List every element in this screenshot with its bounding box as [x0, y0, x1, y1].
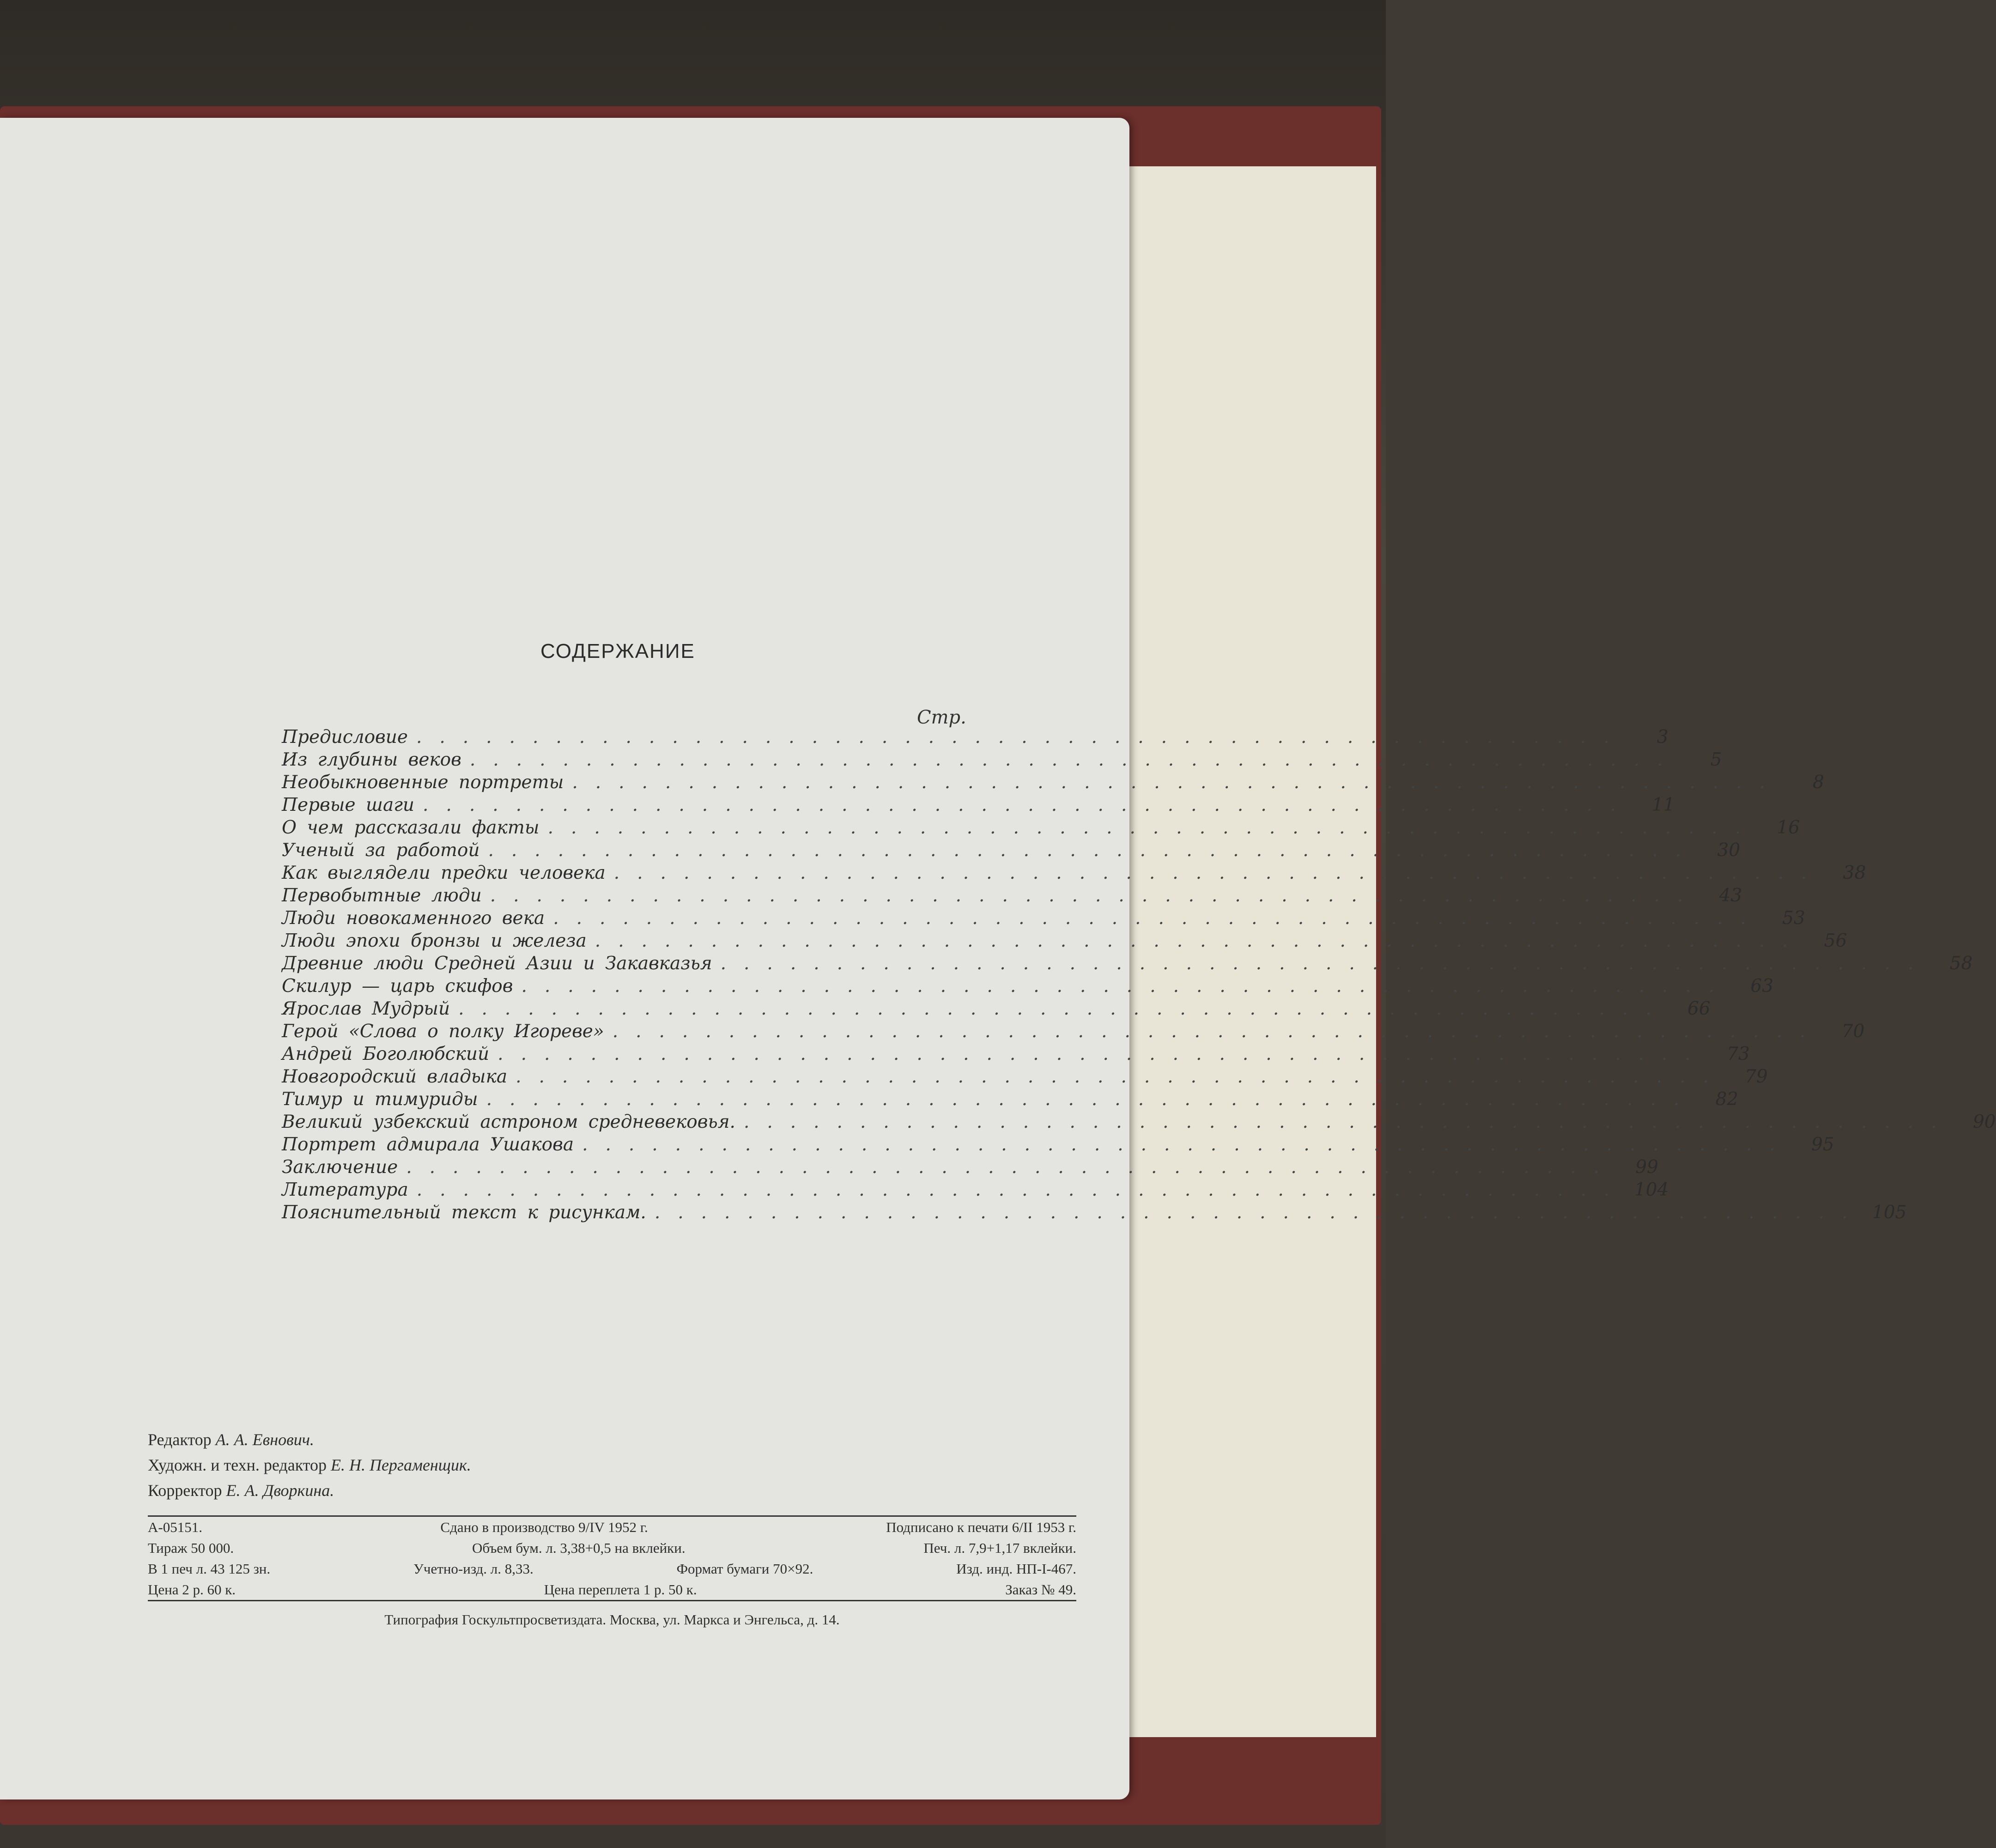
credit-proofreader — [148, 1481, 471, 1506]
toc-leader-dots: .................................................... — [416, 727, 1627, 748]
toc-leader-dots: .................................................... — [582, 1134, 1793, 1155]
toc-title: СОДЕРЖАНИЕ — [540, 640, 695, 663]
imprint-cell: Заказ № 49. — [1005, 1581, 1076, 1598]
toc-entry-page: 58 — [1949, 953, 1973, 974]
toc-entry-title: О чем рассказали факты — [282, 817, 540, 838]
imprint-cell: Изд. инд. НП-I-467. — [956, 1561, 1076, 1577]
credit-role: Редактор — [148, 1430, 212, 1449]
toc-entry-title: Ученый за работой — [282, 840, 480, 861]
imprint-cell: Формат бумаги 70×92. — [676, 1561, 813, 1577]
toc-entry-page: 90 — [1972, 1112, 1996, 1132]
toc-leader-dots: .................................................... — [486, 1089, 1697, 1110]
toc-entry-page: 63 — [1750, 976, 1774, 997]
imprint-cell: Цена 2 р. 60 к. — [148, 1581, 236, 1598]
credit-role: Корректор — [148, 1481, 222, 1500]
toc-entry — [282, 930, 1847, 953]
toc-leader-dots: .................................................... — [547, 817, 1759, 838]
toc-entry-page: 53 — [1782, 908, 1805, 929]
toc-leader-dots: .................................................... — [720, 953, 1931, 974]
toc-entry-title: Необыкновенные портреты — [282, 772, 564, 793]
toc-entry-page: 105 — [1872, 1202, 1907, 1223]
toc-entry-title: Герой «Слова о полку Игореве» — [282, 1021, 604, 1042]
toc-entry — [282, 1089, 1739, 1112]
toc-leader-dots: .................................................... — [416, 1179, 1627, 1200]
toc-entry — [282, 1021, 1865, 1044]
toc-entry — [282, 1134, 1834, 1157]
toc-entry-page: 82 — [1715, 1089, 1739, 1110]
imprint-cell: Объем бум. л. 3,38+0,5 на вклейки. — [472, 1540, 686, 1556]
toc-entry-title: Древние люди Средней Азии и Закавказья — [282, 953, 712, 974]
toc-entry-title: Заключение — [282, 1157, 398, 1178]
toc-leader-dots: .................................................... — [490, 885, 1701, 906]
toc-entry-title: Литература — [282, 1179, 408, 1200]
toc-entry-title: Андрей Боголюбский — [282, 1044, 490, 1064]
toc-leader-dots: .................................................... — [612, 1021, 1823, 1042]
toc-entry-page: 30 — [1717, 840, 1741, 861]
imprint-cell: Сдано в производство 9/IV 1952 г. — [440, 1519, 648, 1535]
toc-entry-title: Как выглядели предки человека — [282, 863, 606, 883]
toc-leader-dots: .................................................... — [613, 863, 1825, 883]
toc-entry — [282, 749, 1722, 772]
toc-entry — [282, 908, 1805, 930]
toc-list — [282, 727, 1996, 1225]
toc-entry — [282, 953, 1973, 976]
toc-entry — [282, 1066, 1768, 1089]
toc-entry-title: Люди новокаменного века — [282, 908, 545, 929]
toc-leader-dots: .................................................... — [488, 840, 1699, 861]
credit-name: А. А. Евнович. — [215, 1430, 314, 1449]
toc-entry-page: 38 — [1843, 863, 1866, 883]
toc-entry — [282, 795, 1675, 817]
toc-entry-page: 70 — [1841, 1021, 1865, 1042]
toc-leader-dots: .................................................... — [654, 1202, 1865, 1223]
toc-entry-page: 79 — [1745, 1066, 1768, 1087]
credit-name: Е. А. Дворкина. — [226, 1481, 334, 1500]
imprint-cell: Учетно-изд. л. 8,33. — [413, 1561, 534, 1577]
toc-entry-title: Пояснительный текст к рисункам. — [282, 1202, 646, 1223]
toc-leader-dots: .................................................... — [516, 1066, 1726, 1087]
imprint-cell: Подписано к печати 6/II 1953 г. — [886, 1519, 1076, 1535]
toc-leader-dots: .................................................... — [406, 1157, 1617, 1178]
printer-line: Типография Госкультпросветиздата. Москва, ул. Маркса и Энгельса, д. 14. — [384, 1611, 840, 1628]
toc-entry-title: Новгородский владыка — [282, 1066, 508, 1087]
toc-leader-dots: .................................................... — [743, 1112, 1954, 1132]
toc-entry — [282, 817, 1800, 840]
toc-entry-title: Предисловие — [282, 727, 408, 748]
toc-entry-page: 56 — [1824, 930, 1847, 951]
toc-entry — [282, 772, 1824, 795]
toc-entry-page: 16 — [1777, 817, 1800, 838]
toc-entry-title: Первые шаги — [282, 795, 415, 815]
right-page — [1109, 166, 1376, 1737]
toc-entry-title: Великий узбекский астроном средневековья. — [282, 1112, 735, 1132]
toc-entry-title: Ярослав Мудрый — [282, 998, 450, 1019]
credit-art-editor — [148, 1455, 471, 1481]
toc-entry — [282, 727, 1668, 749]
credit-role: Художн. и техн. редактор — [148, 1456, 327, 1474]
toc-entry-page: 95 — [1811, 1134, 1834, 1155]
imprint-cell: Печ. л. 7,9+1,17 вклейки. — [923, 1540, 1076, 1556]
toc-leader-dots: .................................................... — [553, 908, 1764, 929]
toc-entry — [282, 885, 1742, 908]
toc-entry-page: 66 — [1687, 998, 1711, 1019]
toc-entry-page: 8 — [1813, 772, 1824, 793]
toc-entry-title: Люди эпохи бронзы и железа — [282, 930, 587, 951]
credits — [148, 1430, 471, 1506]
toc-page-label: Стр. — [917, 707, 966, 728]
toc-entry-page: 104 — [1634, 1179, 1669, 1200]
book-page — [0, 118, 1996, 1799]
toc-leader-dots: .................................................... — [497, 1044, 1708, 1064]
toc-leader-dots: .................................................... — [521, 976, 1732, 997]
toc-leader-dots: .................................................... — [469, 749, 1681, 770]
toc-entry — [282, 840, 1741, 863]
toc-entry-page: 3 — [1656, 727, 1668, 748]
toc-entry-title: Портрет адмирала Ушакова — [282, 1134, 574, 1155]
imprint-row-4 — [148, 1579, 1076, 1600]
credit-name: Е. Н. Пергаменщик. — [330, 1456, 471, 1474]
toc-entry-page: 73 — [1727, 1044, 1750, 1064]
toc-entry — [282, 976, 1774, 998]
toc-entry-title: Первобытные люди — [282, 885, 482, 906]
toc-entry — [282, 1202, 1907, 1225]
toc-entry-title: Тимур и тимуриды — [282, 1089, 478, 1110]
toc-entry — [282, 1112, 1996, 1134]
toc-leader-dots: .................................................... — [595, 930, 1806, 951]
toc-entry-title: Скилур — царь скифов — [282, 976, 513, 997]
toc-entry-page: 43 — [1719, 885, 1742, 906]
toc-entry-page: 5 — [1710, 749, 1722, 770]
toc-leader-dots: .................................................... — [458, 998, 1669, 1019]
toc-entry-page: 11 — [1652, 795, 1675, 815]
imprint-cell: А-05151. — [148, 1519, 202, 1535]
credit-editor — [148, 1430, 471, 1455]
imprint-row-1 — [148, 1517, 1076, 1538]
toc-entry-page: 99 — [1635, 1157, 1658, 1178]
toc-entry — [282, 1157, 1658, 1179]
imprint-cell: В 1 печ л. 43 125 зн. — [148, 1561, 271, 1577]
toc-entry — [282, 1044, 1750, 1066]
imprint-row-2 — [148, 1538, 1076, 1558]
imprint-cell: Тираж 50 000. — [148, 1540, 234, 1556]
imprint-row-3 — [148, 1558, 1076, 1579]
toc-entry-title: Из глубины веков — [282, 749, 461, 770]
imprint-bottom-rule — [148, 1600, 1076, 1601]
imprint-cell: Цена переплета 1 р. 50 к. — [544, 1581, 697, 1598]
toc-entry — [282, 1179, 1669, 1202]
toc-leader-dots: .................................................... — [572, 772, 1783, 793]
toc-entry — [282, 863, 1866, 885]
imprint — [148, 1515, 1076, 1628]
toc-leader-dots: .................................................... — [423, 795, 1633, 815]
toc-entry — [282, 998, 1711, 1021]
